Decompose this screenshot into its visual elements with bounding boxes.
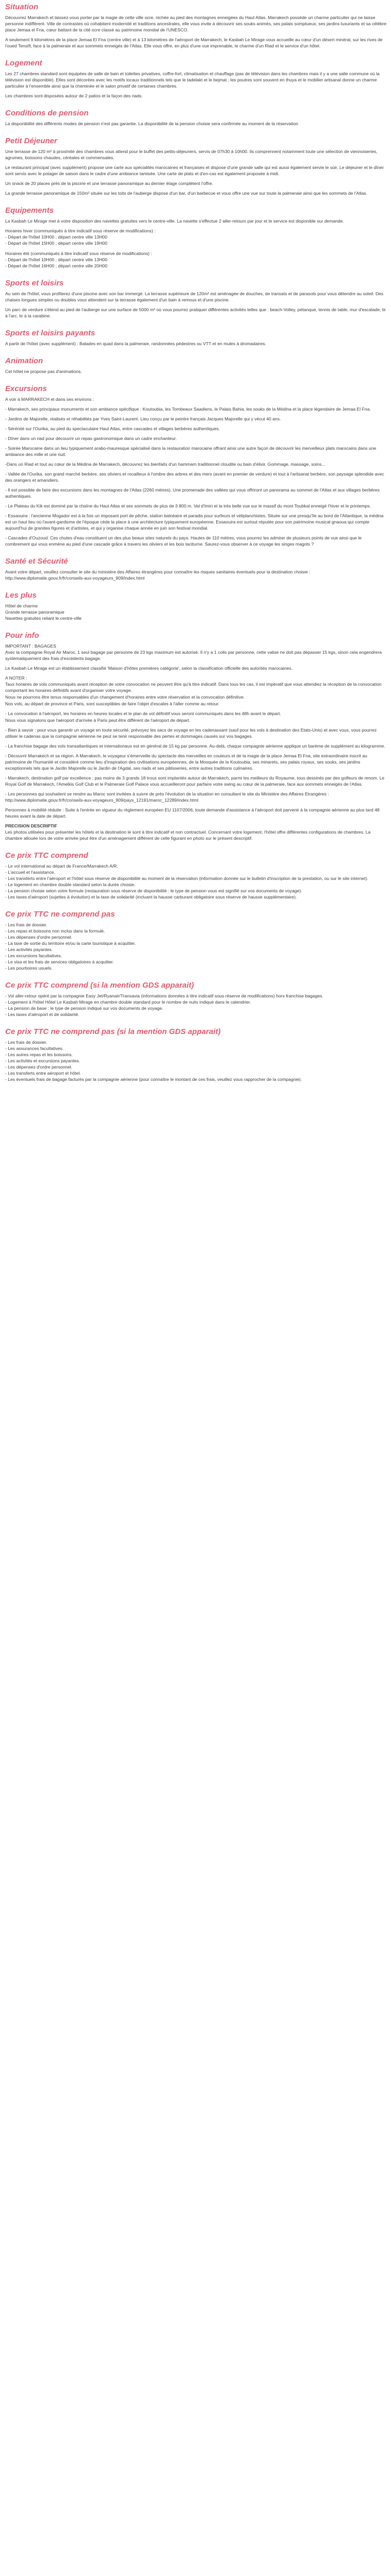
ttc-ne-comprend-item: - Les pourboires usuels. [5, 965, 53, 971]
heading-sports-loisirs: Sports et loisirs [5, 279, 64, 287]
situation-paragraph: A seulement 9 kilomètres de la place Jemaa El Fna (centre ville) et à 13 kilomètres de l'aéroport de Marrakech, le Kasbah Le Mirage vous accueille au cœur d'un désert minéral, sur les rives de l'oued Tensift, face à la palmeraie et aux sommets enneigés de l'Atlas. Elle vous offre, en plus d'une vue imprenable, le charme d'un Riad et le service d'un hôtel. [5, 37, 383, 48]
spacer [5, 246, 387, 250]
pour-info-paragraph: - Bien à savoir : pour vous garantir un voyage en toute sécurité, prévoyez les sacs de voyage en les cadenassant (sauf pour les vols à destination des Etats-Unis) et avec vous, vous pourrez utiliser le cadenas que la compagnie aérienne ne peut se tenir responsable des pertes et dommages causés sur vos bagages. [5, 727, 377, 739]
excursions-paragraph: - Essaouira : l'ancienne Mogador est à la fois un imposant port de pêche, station balnéaire et paradis pour surfeurs et véliplanchistes. Située sur une presqu'île au bord de l'Atlantique, la médina est un haut lieu où l'avant-gardisme de l'époque cède la place à une architecture typiquement européenne. Essaouira est surtout réputée pour son patrimoine musical gnaoua qui compte aujourd'hui de grandes figures et d'artistes, et qui y organise chaque année en juin son festival mondial. [5, 513, 384, 531]
hotel-description-page [0, 0, 391, 1082]
section-precision [5, 823, 387, 841]
section-situation [5, 2, 387, 49]
heading-les-plus: Les plus [5, 591, 37, 600]
pour-info-paragraph: Nous vous signalons que l'aéroport d'arrivée à Paris peut être différent de l'aéroport de départ. [5, 718, 190, 723]
excursions-paragraph: - Marrakech, ses principaux monuments et son ambiance spécifique : Koutoubia, les Tombeaux Saadiens, le Palais Bahia, les souks de la Médina et la place légendaire de Jemaa El Fna. [5, 406, 371, 412]
heading-situation: Situation [5, 3, 39, 11]
les-plus-item: Navettes gratuites reliant le centre-ville [5, 616, 82, 621]
equipements-line: - Départ de l'hôtel 10H00 ; départ centre ville 13H00 [5, 234, 107, 240]
excursions-paragraph: - Sérénité sur l'Ourika, au pied du spectaculaire Haut Atlas, entre cascades et villages berbères authentiques. [5, 426, 220, 431]
section-ttc-comprend [5, 851, 387, 900]
sports-loisirs-paragraph: Un parc de verdure s'étend au pied de l'auberge sur une surface de 5000 m² où vous pourrez pratiquer différentes activités telles que : beach-Volley, pétanque, tennis de table, mur d'escalade, tir à l'arc, tir à la carabine. [5, 307, 386, 318]
conditions-paragraph: La disponibilité des différents modes de pension n'est pas garantie. La disponibilité de la pension choisie sera confirmée au moment de la réservation [5, 121, 299, 126]
ttc-gds-ne-comprend-item: - Les assurances facultatives. [5, 1046, 64, 1051]
sports-loisirs-paragraph: Au sein de l'hôtel, vous profiterez d'une piscine avec son bar immergé. La terrasse supérieure de 120m² est aménagée de douches, de transats et de parasols pour vous détendre au soleil. Des chaises longues simples ou doubles vous attendent sur la terrasse également d'un bain à remous et d'une piscine. [5, 291, 384, 302]
pour-info-paragraph: - Marrakech, destination golf par excellence : pas moins de 3 grands 18 trous sont implantés autour de Marrakech, parmi les meilleurs du Royaume, tous dessinés par des golfeurs de renom. Le Royal Golf de Marrakech, l'Amelkis Golf Club et le Palmeraie Golf Palace vous accueilleront pour parfaire votre swing au cœur de la palmeraie, face aux sommets enneigés de l'Atlas. [5, 775, 385, 787]
heading-ttc-comprend: Ce prix TTC comprend [5, 851, 88, 860]
ttc-gds-ne-comprend-item: - Les autres repas et les boissons. [5, 1052, 73, 1057]
excursions-paragraph: - Soirée Marocaine dans un lieu typiquement arabo-mauresque spécialisé dans la restauration marocaine offrant ainsi une autre façon de découvrir les merveilleux plats marocains dans une ambiance des mille et une nuit. [5, 446, 377, 457]
heading-sports-payants: Sports et loisirs payants [5, 329, 95, 337]
section-excursions [5, 384, 387, 547]
section-pour-info [5, 631, 387, 819]
ttc-ne-comprend-item: - Les dépenses d'ordre personnel. [5, 935, 73, 940]
pour-info-paragraph: Taux horaires de vols communiqués avant réception de votre convocation ne peuvent être qu'à titre indicatif. Dans tous les cas, il est impératif que vous attendiez la réception de la convocation comportant les horaires définitifs avant d'organiser votre voyage. [5, 682, 382, 693]
les-plus-item: Hôtel de charme [5, 603, 38, 608]
section-logement [5, 58, 387, 99]
petit-dejeuner-paragraph: La grande terrasse panoramique de 150m² située sur les toits de l'auberge dispose d'un bar, d'un barbecue et vous offre une vue sur toute la palmeraie ainsi que les sommets de l'Atlas. [5, 191, 367, 196]
equipements-line: - Départ de l'hôtel 16H00 ; départ centre ville 20H00 [5, 263, 107, 268]
petit-dejeuner-paragraph: Le restaurant principal (avec supplément) propose une carte aux spécialités marocaines et françaises et dispose d'une grande salle qui est aussi également servie le soir. Le déjeuner et le dîner sont servis avec le potager de saison dans le cadre d'une ambiance tamisée. Une carte de plats et d'en-cas est également proposée à midi. [5, 165, 384, 176]
section-sports-loisirs [5, 278, 387, 319]
heading-equipements: Equipements [5, 206, 54, 215]
pour-info-paragraph: - Les personnes qui souhaitent se rendre au Maroc sont invitées à suivre de près l'évolution de la situation en consultant le site du Ministère des Affaires Etrangères : http://www.diplomatie.gouv.fr/fr/conseils-aux-voyageurs_909/pays_12191/maroc_12289/index.html [5, 791, 329, 803]
heading-pour-info: Pour info [5, 631, 39, 640]
pour-info-paragraph: Personnes à mobilité réduite : Suite à l'entrée en vigueur du règlement européen EU 1107/2006, toute demande d'assistance à l'aéroport doit parvenir à la compagnie aérienne au plus tard 48 heures avant la date de départ. [5, 807, 380, 819]
pour-info-paragraph: Nous ne pourrons être tenus responsables d'un changement d'horaires entre votre réservation et la convocation définitive. [5, 694, 245, 700]
ttc-gds-ne-comprend-item: - Les activités et excursions payantes. [5, 1058, 80, 1063]
precision-title: PRECISION DESCRIPTIF [5, 823, 57, 828]
sports-payants-paragraph: A partir de l'hôtel (avec supplément) : Balades en quad dans la palmeraie, randonnées pédestres ou VTT et en mules à dromadaires. [5, 341, 266, 346]
equipements-line: Horaires hiver (communiqués à titre indicatif sous réserve de modifications) : [5, 228, 156, 233]
ttc-comprend-item: - Les taxes d'aéroport (sujettes à évolution) et la taxe de solidarité (incluant la hausse carburant obligatoire sous réserve de hausse supplémentaire). [5, 894, 297, 900]
ttc-comprend-item: - Le vol international au départ de France/Marrakech A/R. [5, 863, 118, 869]
equipements-line: - Départ de l'hôtel 10H00 ; départ centre ville 13H00 [5, 257, 107, 262]
section-sports-payants [5, 328, 387, 347]
equipements-line: Horaires été (communiqués à titre indicatif sous réserve de modifications) : [5, 251, 152, 256]
excursions-paragraph: - Jardins de Majorelle, réalisés et réhabilités par Yves Saint-Laurent. Lieu conçu par le peintre français Jacques Majorelle qui y vécut 40 ans. [5, 416, 281, 421]
excursions-paragraph: - Vallée de l'Ourika, son grand marché berbère, ses oliviers et rocailleux à l'ombre des arbres et des mers (avant en premier de verdure) et tout à l'artisanat berbère, son paysage splendide avec des orangers et amandiers. [5, 471, 384, 483]
ttc-comprend-item: - L'accueil et l'assistance. [5, 870, 55, 875]
logement-paragraph: Les 27 chambres standard sont équipées de salle de bain et toilettes privatives, coffre-fort, climatisation et chauffage (pas de télévision dans les chambres mais il y a une salle commune où la télévision est disponible). Elles sont décorées avec les motifs locaux traditionnels tels que le tadelakt et le bejmat ; les poutres sont souvent en thuya et le mobilier artisanal donne un charme particulier à l'ensemble ainsi que la cheminée et le salon privatif de certaines chambres. [5, 71, 380, 89]
section-ttc-gds-ne-comprend [5, 1027, 387, 1082]
logement-paragraph: Les chambres sont disposées autour de 2 patios et la façon des riads. [5, 93, 143, 98]
heading-sante: Santé et Sécurité [5, 557, 68, 566]
precision-paragraph: Les photos utilisées pour présenter les hôtels et la destination le sont à titre indicatif et non contractuel. Concernant votre logement, l'hôtel offre différentes configurations de chambres. La chambre allouée lors de votre arrivée peut être d'un aménagement différent de celle figurant en photo sur le présent descriptif. [5, 829, 371, 841]
ttc-gds-comprend-item: - Logement à l'hôtel Hôtel Le Kasbah Mirage en chambre double standard pour le nombre de nuits indiqué dans le calendrier. [5, 999, 251, 1005]
les-plus-item: Grande terrasse panoramique [5, 609, 64, 615]
heading-ttc-gds-comprend: Ce prix TTC comprend (si la mention GDS apparait) [5, 981, 194, 990]
pour-info-paragraph: Le Kasbah Le Mirage est un établissement classifié 'Maison d'hôtes premières catégorie', selon la classification officielle des autorités marocaines. [5, 666, 292, 671]
excursions-paragraph: - Il est possible de faire des excursions dans les montagnes de l'Atlas (2260 mètres). Une promenade des vallées qui vous offriront un panorama au sommet de l'Atlas et aux villages berbères authentiques. [5, 487, 380, 499]
sante-paragraph: Avant votre départ, veuillez consulter le site du ministère des Affaires étrangères pour connaître les risques sanitaires éventuels pour la destination choisie : http://www.diplomatie.gouv.fr/fr/conseils-aux-voyageurs_909/index.html [5, 569, 311, 581]
heading-excursions: Excursions [5, 384, 47, 393]
pour-info-paragraph: Avec la compagnie Royal Air Maroc, 1 seul bagage par personne de 23 kgs maximum est autorisé. Il n'y a 1 colis par personne, cette valise ne doit pas dépasser 15 kgs, sinon cela engendrera systématiquement des frais d'excédents bagage. [5, 650, 382, 661]
ttc-ne-comprend-item: - La taxe de sortie du territoire et/ou la carte touristique à acquitter. [5, 941, 136, 946]
excursions-paragraph: A voir à MARRAKECH et dans ses environs : [5, 397, 94, 402]
section-sante [5, 556, 387, 581]
pour-info-line: A NOTER : [5, 675, 27, 681]
heading-animation: Animation [5, 357, 43, 365]
pour-info-paragraph: - La franchise bagage des vols transatlantiques et internationaux est en général de 15 kg par personne. Au-delà, chaque compagnie aérienne applique un barème de supplément au kilogramme. [5, 743, 385, 749]
excursions-paragraph: - Dîner dans un riad pour découvrir un repas gastronomique dans un cadre enchanteur. [5, 436, 177, 441]
heading-ttc-ne-comprend: Ce prix TTC ne comprend pas [5, 910, 115, 919]
ttc-gds-ne-comprend-item: - Les transferts entre aéroport et hôtel. [5, 1071, 81, 1076]
pour-info-paragraph: - Découvrir Marrakech et sa région. A Marrakech, le voyageur s'émerveille du spectacle des merveilles en couleurs et de la magie de la place Jemaa El Fna, site extraordinaire inscrit au patrimoine de l'humanité et considéré comme lieu d'inspiration des civilisations européennes, de la Mosquée de la Koutoubia, ses minarets, ses palais royaux, ses souks, ses jardins exceptionnels tels que le Jardin Majorelle ou le Jardin de l'Agdal, ses riads et ses pâtisseries, entre autres traditions culinaires. [5, 753, 367, 771]
petit-dejeuner-paragraph: Une terrasse de 120 m² à proximité des chambres vous attend pour le buffet des petits-déjeuners, servis de 07h30 à 10h00. Ils comprennent notamment toute une sélection de viennoiseries, agrumes, boissons chaudes, céréales et commensales. [5, 149, 378, 160]
ttc-ne-comprend-item: - Les activités payantes. [5, 947, 53, 952]
animation-paragraph: Cet hôtel ne propose pas d'animations. [5, 369, 82, 374]
excursions-paragraph: - Cascades d'Ouzoud. Ces chutes d'eau constituent un des plus beaux sites naturels du pays. Hautes de 110 mètres, vous pourrez les admirer de plusieurs points de vue ainsi que le combrement qui vous enmène au pied d'une cascade grâce à travers les oliviers et les bois taciturne. Saurez-vous observer à ce voyage les singes magots ? [5, 535, 362, 547]
heading-ttc-gds-ne-comprend: Ce prix TTC ne comprend pas (si la mention GDS apparait) [5, 1027, 221, 1036]
pour-info-paragraph: - La convocation à l'aéroport, les horaires en heures locales et le plan de vol définitif vous seront communiqués dans les 48h avant le départ. [5, 711, 281, 716]
ttc-comprend-item: - Les transferts entre l'aéroport et l'hôtel sous réserve de disponibilité au moment de la réservation (information donnée sur le bulletin d'inscription de la prestation, ou sur le site internet). [5, 876, 368, 881]
section-equipements [5, 206, 387, 269]
section-conditions [5, 108, 387, 127]
pour-info-line: IMPORTANT : BAGAGES [5, 643, 56, 649]
ttc-gds-comprend-item: - Vol aller-retour opéré par la compagnie Easy Jet/Ryanair/Transavia (informations données à titre indicatif sous réserve de modifications) hors franchise bagages. [5, 993, 323, 998]
ttc-gds-comprend-item: - La pension de base : le type de pension indiqué sur vos documents de voyage. [5, 1006, 164, 1011]
excursions-paragraph: - Le Plateau du Kik est dominé par la chaîne du Haut Atlas et ses sommets de plus de 3 800 m. Val d'Imiri et la très belle vue sur le massif du mont Toubkal enneigé l'hiver et le printemps. [5, 503, 371, 509]
section-animation [5, 356, 387, 375]
equipements-line: - Départ de l'hôtel 15H00 ; départ centre ville 19H00 [5, 241, 107, 246]
section-petit-dejeuner [5, 136, 387, 196]
heading-logement: Logement [5, 59, 42, 67]
ttc-gds-ne-comprend-item: - Les éventuels frais de bagage facturés par la compagnie aérienne (pour connaître le montant de ces frais, veuillez vous rapprocher de la compagnie). [5, 1077, 302, 1082]
pour-info-paragraph: Nos vols, au départ de province et Paris, sont susceptibles de faire l'objet d'escales à l'aller comme au retour. [5, 701, 220, 706]
heading-petit-dejeuner: Petit Déjeuner [5, 137, 57, 145]
section-ttc-gds-comprend [5, 980, 387, 1018]
heading-conditions: Conditions de pension [5, 109, 89, 117]
ttc-comprend-item: - La pension choisie selon votre formule (restauration sous réserve de disponibilité : le type de pension vous est signifié sur vos documents de voyage). [5, 888, 302, 893]
ttc-ne-comprend-item: - Les excursions facultatives. [5, 953, 62, 958]
ttc-gds-ne-comprend-item: - Les frais de dossier. [5, 1040, 47, 1045]
section-les-plus [5, 590, 387, 621]
section-ttc-ne-comprend [5, 909, 387, 971]
petit-dejeuner-paragraph: Un snack de 20 places près de la piscine et une terrasse panoramique au dernier étage complètent l'offre. [5, 181, 214, 186]
ttc-gds-ne-comprend-item: - Les dépenses d'ordre personnel. [5, 1064, 73, 1070]
excursions-paragraph: -Dans un Riad et tout au cœur de la Médina de Marrakech, découvrez les bienfaits d'un hammam traditionnel cloudite ou bain d'élixir. Gommage, massage, soins... [5, 462, 325, 467]
equipements-paragraph: La Kasbah Le Mirage met à votre disposition des navettes gratuites vers le centre-ville. La navette s'effectue 2 aller-retours par jour et le service est disponible sur demande. [5, 218, 344, 224]
ttc-ne-comprend-item: - Le visa et les frais de services obligatoires à acquitter. [5, 959, 114, 964]
ttc-gds-comprend-item: - Les taxes d'aéroport et de solidarité. [5, 1012, 79, 1017]
ttc-comprend-item: - Le logement en chambre double standard selon la durée choisie. [5, 882, 136, 887]
situation-paragraph: Découvrez Marrakech et laissez-vous porter par la magie de cette ville ocre, nichée au pied des montagnes enneigées du Haut Atlas. Marrakech possède un charme particulier qui ne laisse personne indifférent. Ville de contrastes où cohabitent modernité et traditions ancestrales, elle vous invite à découvrir ses souks animés, ses palais somptueux, ses jardins luxuriants et sa célèbre place Jemaa el Fna, cœur battant de la cité ocre classé au patrimoine mondial de l'UNESCO. [5, 15, 387, 32]
ttc-ne-comprend-item: - Les frais de dossier. [5, 922, 47, 927]
ttc-ne-comprend-item: - Les repas et boissons non inclus dans la formule. [5, 928, 105, 934]
